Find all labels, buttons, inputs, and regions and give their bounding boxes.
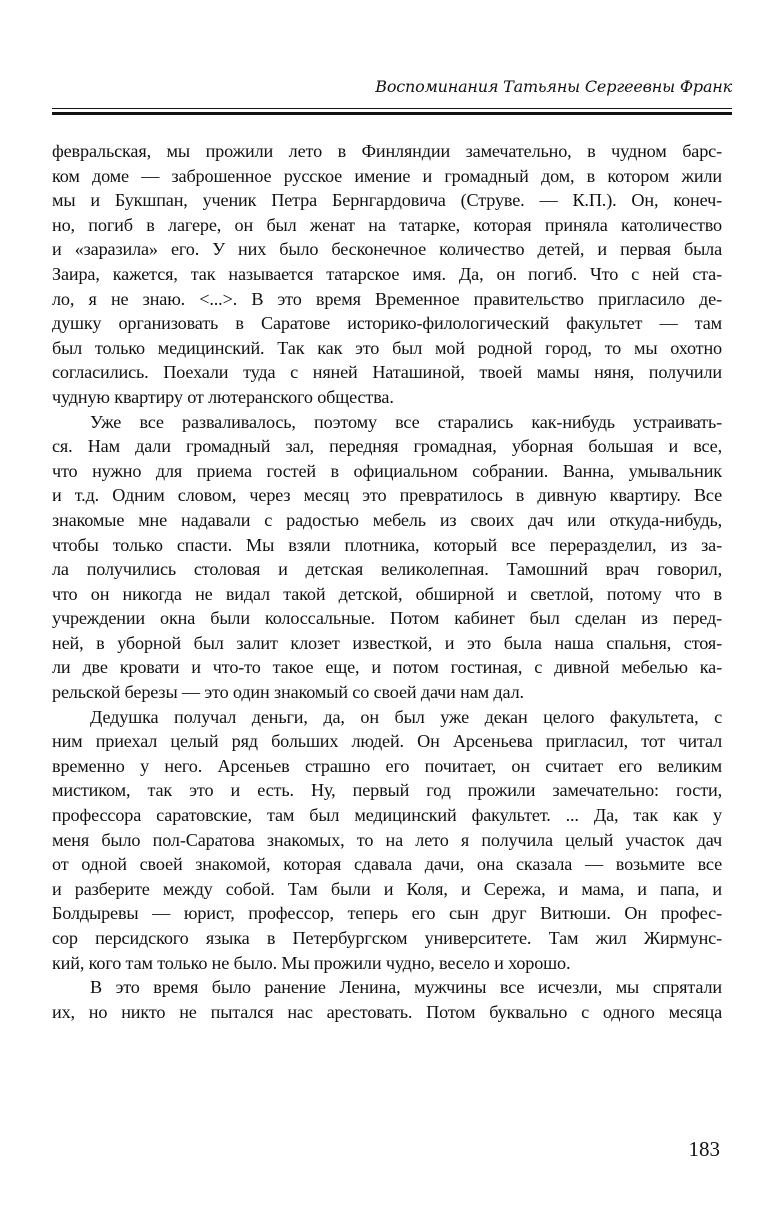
text-line: знакомые мне надавали с радостью мебель из своих дач или откуда-нибудь, — [52, 509, 722, 530]
header-rule-thick — [52, 112, 732, 115]
text-line: ла получились столовая и детская великолепная. Тамошний врач говорил, — [52, 559, 722, 580]
text-line: Заира, кажется, так называется татарское имя. Да, он погиб. Что с ней ста- — [52, 263, 722, 284]
text-line: и т.д. Одним словом, через месяц это превратилось в дивную квартиру. Все — [52, 485, 722, 506]
text-line: чтобы только спасти. Мы взяли плотника, который все переразделил, из за- — [52, 534, 722, 555]
text-line: ним приехал целый ряд больших людей. Он Арсеньева пригласил, тот читал — [52, 731, 722, 752]
text-line: что нужно для приема гостей в официальном собрании. Ванна, умывальник — [52, 460, 722, 481]
text-line-paragraph-start: Дедушка получал деньги, да, он был уже декан целого факультета, с — [90, 706, 722, 727]
text-line: Болдыревы — юрист, профессор, теперь его сын друг Витюши. Он профес- — [52, 903, 722, 924]
text-line: и «заразила» его. У них было бесконечное количество детей, и первая была — [52, 239, 722, 260]
text-line: учреждении окна были колоссальные. Потом кабинет был сделан из перед- — [52, 608, 722, 629]
text-line: профессора саратовские, там был медицинский факультет. ... Да, так как у — [52, 805, 722, 826]
text-line-paragraph-end: рельской березы — это один знакомый со своей дачи нам дал. — [52, 682, 524, 703]
text-line: их, но никто не пытался нас арестовать. Потом буквально с одного месяца — [52, 1001, 722, 1022]
text-line: от одной своей знакомой, которая сдавала дачи, она сказала — возьмите все — [52, 854, 722, 875]
text-line: мистиком, так это и есть. Ну, первый год прожили замечательно: гости, — [52, 780, 722, 801]
text-line: временно у него. Арсеньев страшно его почитает, он считает его великим — [52, 755, 722, 776]
text-line-paragraph-start: Уже все разваливалось, поэтому все старались как-нибудь устраивать- — [90, 411, 722, 432]
header-rule-thin — [52, 108, 732, 109]
text-line: и разберите между собой. Там были и Коля, и Сережа, и мама, и папа, и — [52, 878, 722, 899]
text-line-paragraph-start: В это время было ранение Ленина, мужчины все исчезли, мы спрятали — [90, 977, 722, 998]
body-text — [52, 139, 722, 1024]
text-line: меня было пол-Саратова знакомых, то на лето я получила целый участок дач — [52, 829, 722, 850]
text-line: душку организовать в Саратове историко-филологический факультет — там — [52, 313, 722, 334]
running-head: Воспоминания Татьяны Сергеевны Франк — [375, 77, 732, 96]
text-line: что он никогда не видал такой детской, обширной и светлой, потому что в — [52, 583, 722, 604]
text-line: мы и Букшпан, ученик Петра Бернгардовича (Струве. — К.П.). Он, конеч- — [52, 190, 722, 211]
text-line: ком доме — заброшенное русское имение и громадный дом, в котором жили — [52, 165, 722, 186]
text-line: был только медицинский. Так как это был мой родной город, то мы охотно — [52, 337, 722, 358]
text-line: но, погиб в лагере, он был женат на татарке, которая приняла католичество — [52, 214, 722, 235]
text-line-paragraph-end: чудную квартиру от лютеранского общества. — [52, 386, 394, 407]
text-line: сор персидского языка в Петербургском университете. Там жил Жирмунс- — [52, 928, 722, 948]
text-line: ней, в уборной был залит клозет известкой, и это была наша спальня, стоя- — [52, 632, 722, 653]
text-line: согласились. Поехали туда с няней Наташиной, твоей мамы няня, получили — [52, 362, 722, 383]
page-number: 183 — [688, 1137, 720, 1161]
text-line: ло, я не знаю. <...>. В это время Временное правительство пригласило де- — [52, 288, 722, 309]
text-line: февральская, мы прожили лето в Финляндии замечательно, в чудном барс- — [52, 141, 722, 161]
text-line: ся. Нам дали громадный зал, передняя громадная, уборная большая и все, — [52, 436, 722, 457]
text-line-paragraph-end: кий, кого там только не было. Мы прожили чудно, весело и хорошо. — [52, 952, 571, 973]
text-line: ли две кровати и что-то такое еще, и потом гостиная, с дивной мебелью ка- — [52, 657, 722, 678]
